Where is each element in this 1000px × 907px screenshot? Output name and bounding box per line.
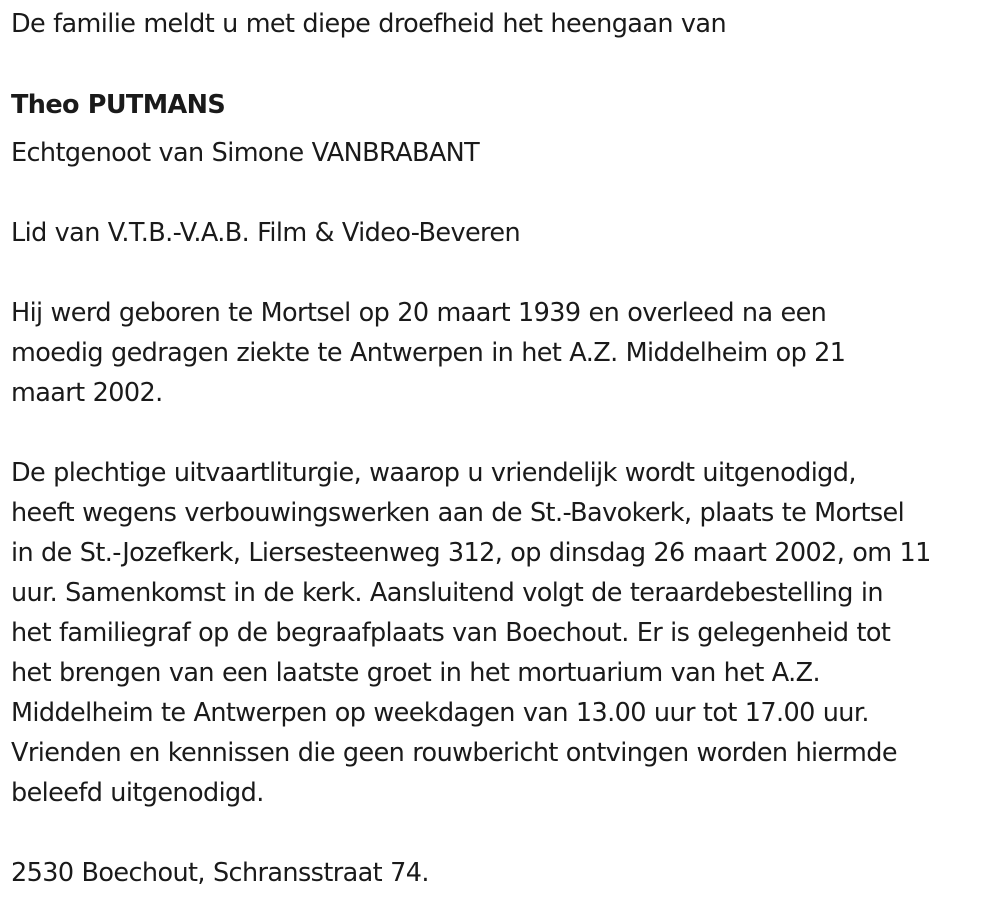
- intro-text: De familie meldt u met diepe droefheid het heengaan van: [11, 9, 727, 39]
- birth-death-line: Hij werd geboren te Mortsel op 20 maart 1939 en overleed na een: [11, 298, 827, 328]
- spouse-text: Echtgenoot van Simone VANBRABANT: [11, 138, 480, 168]
- funeral-line: Vrienden en kennissen die geen rouwbericht ontvingen worden hiermde: [11, 738, 897, 768]
- deceased-name: Theo PUTMANS: [11, 90, 226, 120]
- birth-death-line: moedig gedragen ziekte te Antwerpen in het A.Z. Middelheim op 21: [11, 338, 846, 368]
- funeral-line: uur. Samenkomst in de kerk. Aansluitend volgt de teraardebestelling in: [11, 578, 883, 608]
- funeral-line: heeft wegens verbouwingswerken aan de St.-Bavokerk, plaats te Mortsel: [11, 498, 905, 528]
- funeral-line: het familiegraf op de begraafplaats van Boechout. Er is gelegenheid tot: [11, 618, 891, 648]
- funeral-line: het brengen van een laatste groet in het mortuarium van het A.Z.: [11, 658, 821, 688]
- funeral-line: Middelheim te Antwerpen op weekdagen van 13.00 uur tot 17.00 uur.: [11, 698, 869, 728]
- funeral-line: De plechtige uitvaartliturgie, waarop u vriendelijk wordt uitgenodigd,: [11, 458, 856, 488]
- funeral-line: beleefd uitgenodigd.: [11, 778, 264, 808]
- funeral-line: in de St.-Jozefkerk, Liersesteenweg 312, op dinsdag 26 maart 2002, om 11: [11, 538, 931, 568]
- membership-text: Lid van V.T.B.-V.A.B. Film & Video-Beveren: [11, 218, 521, 248]
- birth-death-line: maart 2002.: [11, 378, 163, 408]
- address-text: 2530 Boechout, Schransstraat 74.: [11, 858, 429, 888]
